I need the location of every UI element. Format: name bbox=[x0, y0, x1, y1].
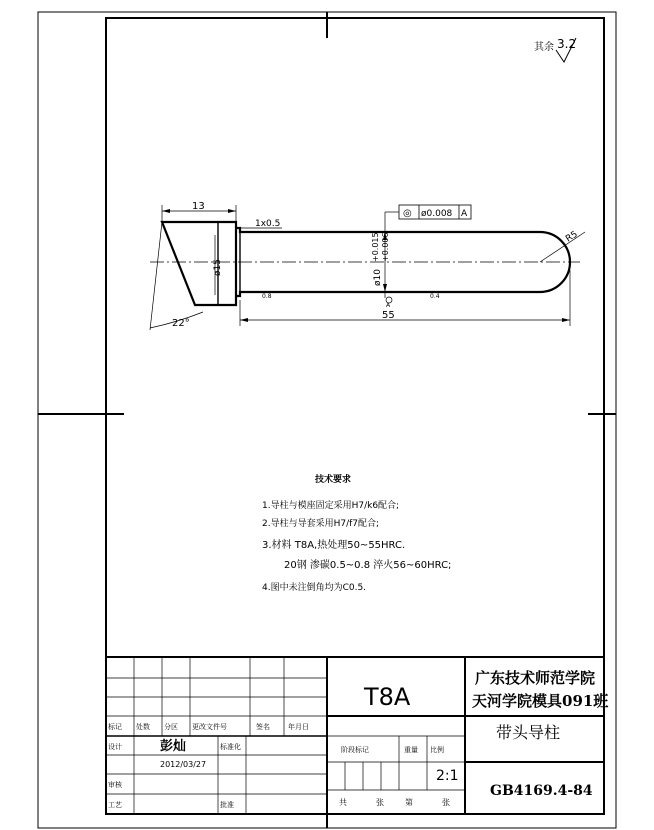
dim-head-dia: ø15 bbox=[213, 259, 223, 276]
svg-text:签名: 签名 bbox=[256, 723, 270, 731]
dim-length: 55 bbox=[382, 310, 395, 321]
svg-text:阶段标记: 阶段标记 bbox=[341, 746, 369, 754]
rough-left: 0.8 bbox=[262, 293, 272, 300]
dim-angle: 22° bbox=[172, 318, 190, 329]
svg-text:技术要求: 技术要求 bbox=[315, 475, 352, 485]
svg-text:年月日: 年月日 bbox=[288, 723, 309, 731]
tolerance-frame bbox=[399, 205, 471, 219]
rough-right: 0.4 bbox=[430, 293, 440, 300]
svg-text:更改文件号: 更改文件号 bbox=[192, 723, 227, 731]
svg-text:审核: 审核 bbox=[108, 781, 122, 789]
standard-number: GB4169.4-84 bbox=[490, 783, 593, 799]
svg-text:设计: 设计 bbox=[108, 743, 122, 751]
designer-name: 彭灿 bbox=[160, 739, 187, 754]
scale-value: 2:1 bbox=[436, 768, 459, 784]
svg-text:重量: 重量 bbox=[404, 746, 418, 754]
dim-tip-radius: R5 bbox=[564, 229, 580, 245]
svg-text:共: 共 bbox=[339, 798, 347, 807]
dim-shaft-dia: ø10 bbox=[373, 269, 383, 286]
dim-shaft-tol-lower: +0.006 bbox=[381, 232, 390, 262]
svg-text:1.导柱与模座固定采用H7/k6配合;: 1.导柱与模座固定采用H7/k6配合; bbox=[262, 501, 400, 511]
svg-text:3.材料 T8A,热处理50~55HRC.: 3.材料 T8A,热处理50~55HRC. bbox=[262, 540, 406, 551]
svg-text:张: 张 bbox=[376, 798, 384, 807]
svg-text:处数: 处数 bbox=[136, 723, 150, 731]
svg-text:批准: 批准 bbox=[220, 801, 234, 809]
part-name: 带头导柱 bbox=[496, 723, 561, 742]
svg-text:比例: 比例 bbox=[430, 746, 444, 754]
svg-text:3.2: 3.2 bbox=[557, 37, 577, 51]
drawing-date: 2012/03/27 bbox=[160, 760, 207, 769]
svg-text:标准化: 标准化 bbox=[220, 743, 241, 751]
svg-text:20钢 渗碳0.5~0.8 淬火56~60HRC;: 20钢 渗碳0.5~0.8 淬火56~60HRC; bbox=[284, 560, 452, 571]
svg-text:张: 张 bbox=[442, 798, 450, 807]
svg-text:ø0.008: ø0.008 bbox=[421, 209, 453, 219]
svg-text:标记: 标记 bbox=[108, 723, 122, 731]
svg-text:分区: 分区 bbox=[164, 723, 178, 731]
svg-text:4.图中未注倒角均为C0.5.: 4.图中未注倒角均为C0.5. bbox=[262, 583, 367, 593]
svg-text:工艺: 工艺 bbox=[108, 801, 122, 809]
svg-text:A: A bbox=[461, 209, 468, 219]
school-line-2: 天河学院模具091班 bbox=[472, 692, 609, 710]
datum-label: A bbox=[386, 302, 391, 309]
dim-head-length: 13 bbox=[192, 201, 205, 212]
dim-chamfer: 1x0.5 bbox=[255, 219, 281, 229]
svg-text:其余: 其余 bbox=[534, 42, 554, 53]
technical-notes bbox=[262, 473, 451, 593]
roughness-note bbox=[534, 37, 576, 62]
school-line-1: 广东技术师范学院 bbox=[475, 669, 596, 687]
dim-shaft-tol-upper: +0.015 bbox=[371, 232, 380, 262]
svg-text:2.导柱与导套采用H7/f7配合;: 2.导柱与导套采用H7/f7配合; bbox=[262, 519, 380, 529]
svg-text:第: 第 bbox=[405, 798, 413, 807]
material-label: T8A bbox=[364, 683, 411, 711]
title-block-text bbox=[108, 669, 609, 809]
concentricity-icon: ◎ bbox=[403, 208, 412, 219]
